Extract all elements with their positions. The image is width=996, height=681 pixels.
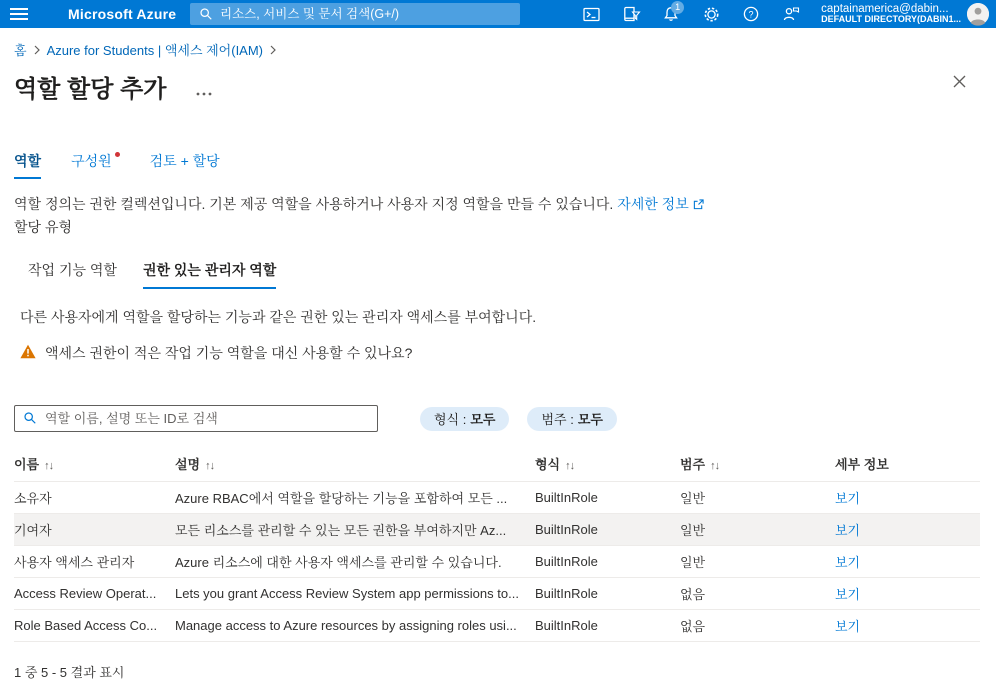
- results-count: 1 중 5 - 5 결과 표시: [14, 665, 125, 681]
- search-icon: [23, 411, 37, 430]
- assignment-type-tabs: [0, 260, 996, 289]
- more-options-icon[interactable]: [196, 76, 212, 96]
- role-type: BuiltInRole: [535, 490, 598, 506]
- cloud-shell-icon[interactable]: [571, 0, 611, 28]
- role-name: 사용자 액세스 관리자: [14, 555, 135, 571]
- close-icon[interactable]: [949, 71, 970, 97]
- type-filter-pill[interactable]: 형식 : 모두: [420, 407, 509, 431]
- search-icon: [199, 7, 213, 26]
- warning-icon: [20, 344, 36, 362]
- role-category: 없음: [680, 619, 706, 635]
- role-type: BuiltInRole: [535, 618, 598, 634]
- role-category: 없음: [680, 587, 706, 603]
- role-description: 모든 리소스를 관리할 수 있는 모든 권한을 부여하지만 Az...: [175, 523, 507, 539]
- wizard-tabs: [0, 151, 996, 179]
- feedback-icon[interactable]: [771, 0, 811, 28]
- role-type: BuiltInRole: [535, 522, 598, 538]
- account-email: captainamerica@dabin...: [821, 2, 949, 15]
- assignment-type-label: 할당 유형: [14, 218, 72, 235]
- external-link-icon: [693, 195, 704, 217]
- roles-table: [14, 448, 980, 642]
- chevron-right-icon: [270, 45, 276, 55]
- unsaved-changes-dot: [115, 152, 120, 157]
- column-header-name[interactable]: 이름 ↑↓: [14, 457, 54, 473]
- settings-gear-icon[interactable]: [691, 0, 731, 28]
- table-row[interactable]: [14, 546, 980, 578]
- table-row[interactable]: [14, 578, 980, 610]
- table-body: [14, 482, 980, 642]
- column-header-details: 세부 정보: [835, 457, 889, 473]
- role-name: 소유자: [14, 491, 52, 507]
- global-search-input[interactable]: [190, 3, 520, 25]
- role-search-input[interactable]: [14, 405, 378, 432]
- role-category: 일반: [680, 555, 706, 571]
- tab-members[interactable]: 구성원: [71, 151, 120, 179]
- role-description: Azure 리소스에 대한 사용자 액세스를 관리할 수 있습니다.: [175, 555, 502, 571]
- directory-filter-icon[interactable]: [611, 0, 651, 28]
- details-view-link[interactable]: 보기: [835, 587, 861, 603]
- azure-top-bar: [0, 0, 996, 28]
- sort-icon: ↑↓: [710, 460, 720, 473]
- subtab-privileged-admin-roles[interactable]: 권한 있는 관리자 역할: [143, 260, 276, 289]
- table-header-row: [14, 448, 980, 482]
- sort-icon: ↑↓: [44, 460, 54, 473]
- brand-logo[interactable]: Microsoft Azure: [68, 6, 177, 22]
- role-name: Role Based Access Co...: [14, 618, 158, 634]
- sort-icon: ↑↓: [205, 460, 215, 473]
- notifications-bell-icon[interactable]: [651, 0, 691, 28]
- avatar[interactable]: [967, 3, 989, 25]
- role-type: BuiltInRole: [535, 586, 598, 602]
- role-description: Azure RBAC에서 역할을 할당하는 기능을 포함하여 모든 ...: [175, 491, 508, 507]
- role-type: BuiltInRole: [535, 554, 598, 570]
- column-header-type[interactable]: 형식 ↑↓: [535, 457, 575, 473]
- privileged-roles-description: 다른 사용자에게 역할을 할당하는 기능과 같은 권한 있는 관리자 액세스를 부여합니다.: [20, 309, 537, 326]
- role-name: 기여자: [14, 523, 52, 539]
- role-category: 일반: [680, 523, 706, 539]
- subtab-job-function-roles[interactable]: 작업 기능 역할: [28, 262, 117, 279]
- hamburger-menu-icon[interactable]: [0, 0, 38, 28]
- role-name: Access Review Operat...: [14, 586, 157, 602]
- account-directory: DEFAULT DIRECTORY(DABIN1...: [821, 14, 961, 25]
- help-icon[interactable]: [731, 0, 771, 28]
- global-search[interactable]: [190, 3, 520, 25]
- role-description: Manage access to Azure resources by assigning roles usi...: [175, 618, 517, 634]
- role-search[interactable]: [14, 405, 378, 432]
- breadcrumb: [0, 28, 996, 59]
- details-view-link[interactable]: 보기: [835, 523, 861, 539]
- warning-text: 액세스 권한이 적은 작업 기능 역할을 대신 사용할 수 있나요?: [45, 345, 413, 362]
- page-title: 역할 할당 추가: [14, 75, 167, 103]
- breadcrumb-resource[interactable]: Azure for Students | 액세스 제어(IAM): [46, 43, 264, 58]
- column-header-category[interactable]: 범주 ↑↓: [680, 457, 720, 473]
- details-view-link[interactable]: 보기: [835, 555, 861, 571]
- warning-banner[interactable]: [0, 343, 996, 363]
- category-filter-pill[interactable]: 범주 : 모두: [527, 407, 616, 431]
- notification-count-badge: 1: [671, 1, 684, 14]
- tab-roles[interactable]: 역할: [14, 151, 41, 179]
- details-view-link[interactable]: 보기: [835, 491, 861, 507]
- role-description: Lets you grant Access Review System app permissions to...: [175, 586, 519, 602]
- column-header-description[interactable]: 설명 ↑↓: [175, 457, 215, 473]
- table-row[interactable]: [14, 610, 980, 642]
- table-row[interactable]: [14, 514, 980, 546]
- details-view-link[interactable]: 보기: [835, 619, 861, 635]
- learn-more-link[interactable]: 자세한 정보: [617, 196, 689, 212]
- tab-review-assign[interactable]: 검토 + 할당: [149, 153, 220, 169]
- role-category: 일반: [680, 491, 706, 507]
- breadcrumb-home[interactable]: 홈: [14, 43, 27, 58]
- role-definition-description: 역할 정의는 권한 컬렉션입니다. 기본 제공 역할을 사용하거나 사용자 지정 역할을 만들 수 있습니다. 자세한 정보: [14, 194, 996, 217]
- svg-text:?: ?: [748, 9, 754, 20]
- account-menu[interactable]: [821, 3, 961, 26]
- table-row[interactable]: [14, 482, 980, 514]
- chevron-right-icon: [34, 45, 40, 55]
- sort-icon: ↑↓: [565, 460, 575, 473]
